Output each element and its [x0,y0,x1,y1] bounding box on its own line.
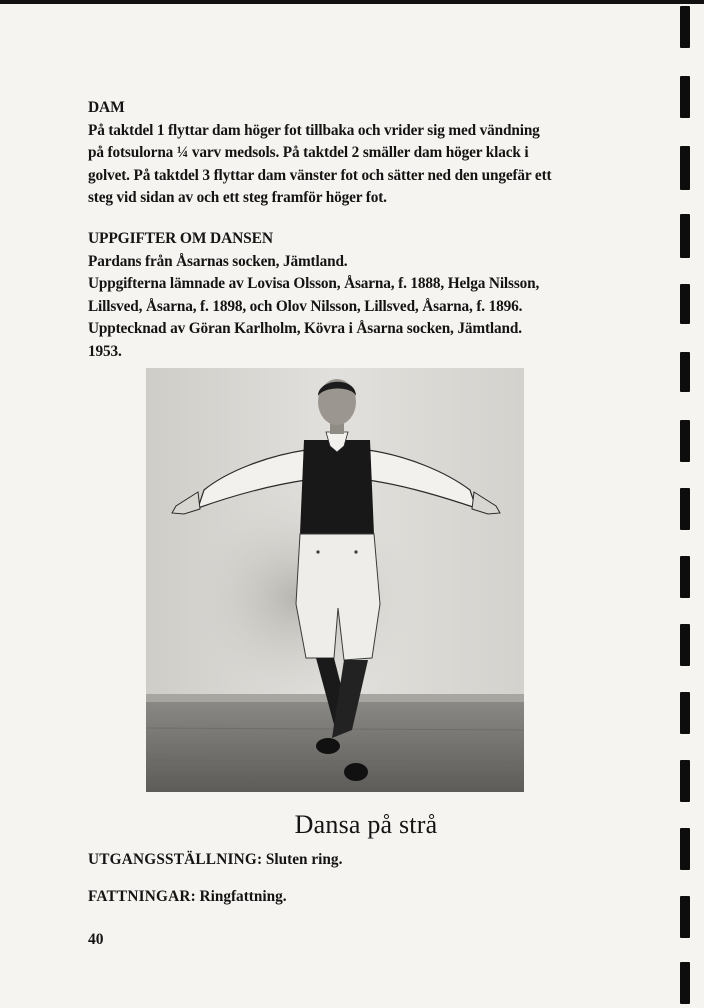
binding-mark [680,692,690,734]
info-section [88,228,612,363]
start-position-separator: : [256,851,263,868]
grip-label: FATTNINGAR [88,888,191,905]
dancer-figure-illustration [146,368,524,792]
start-position-value: Sluten ring. [265,851,343,868]
top-border-line [0,0,704,4]
binding-mark [680,896,690,938]
dance-title: Dansa på strå [294,810,438,839]
binding-mark [680,6,690,48]
spiral-binding-edge [680,0,692,1008]
dancer-photograph [146,368,524,792]
binding-mark [680,214,690,258]
binding-mark [680,284,690,324]
start-position-line [88,851,342,869]
info-line: Upptecknad av Göran Karlholm, Kövra i Åsarna socken, Jämtland. [88,320,522,337]
page-number: 40 [88,931,104,948]
binding-mark [680,760,690,802]
dam-line: steg vid sidan av och ett steg framför höger fot. [88,189,387,206]
binding-mark [680,624,690,666]
grip-value: Ringfattning. [199,888,287,905]
info-heading: UPPGIFTER OM DANSEN [88,230,273,247]
binding-mark [680,962,690,1004]
dam-section [88,97,612,210]
info-line: Pardans från Åsarnas socken, Jämtland. [88,252,348,270]
info-line: 1953. [88,342,122,360]
info-line: Lillsved, Åsarna, f. 1898, och Olov Nilsson, Lillsved, Åsarna, f. 1896. [88,297,523,315]
binding-mark [680,420,690,462]
dam-heading: DAM [88,99,125,116]
binding-mark [680,76,690,118]
dam-line: på fotsulorna ¼ varv medsols. På taktdel 2 smäller dam höger klack i [88,144,529,161]
binding-mark [680,556,690,598]
binding-mark [680,352,690,392]
info-line: Uppgifterna lämnade av Lovisa Olsson, Åsarna, f. 1888, Helga Nilsson, [88,275,540,292]
start-position-label: UTGANGSSTÄLLNING [88,851,257,868]
grip-separator: : [190,888,196,905]
dam-line: På taktdel 1 flyttar dam höger fot tillbaka och vrider sig med vändning [88,121,540,139]
binding-mark [680,146,690,190]
grip-line [88,888,287,906]
dam-line: golvet. På taktdel 3 flyttar dam vänster fot och sätter ned den ungefär ett [88,166,552,184]
binding-mark [680,488,690,530]
